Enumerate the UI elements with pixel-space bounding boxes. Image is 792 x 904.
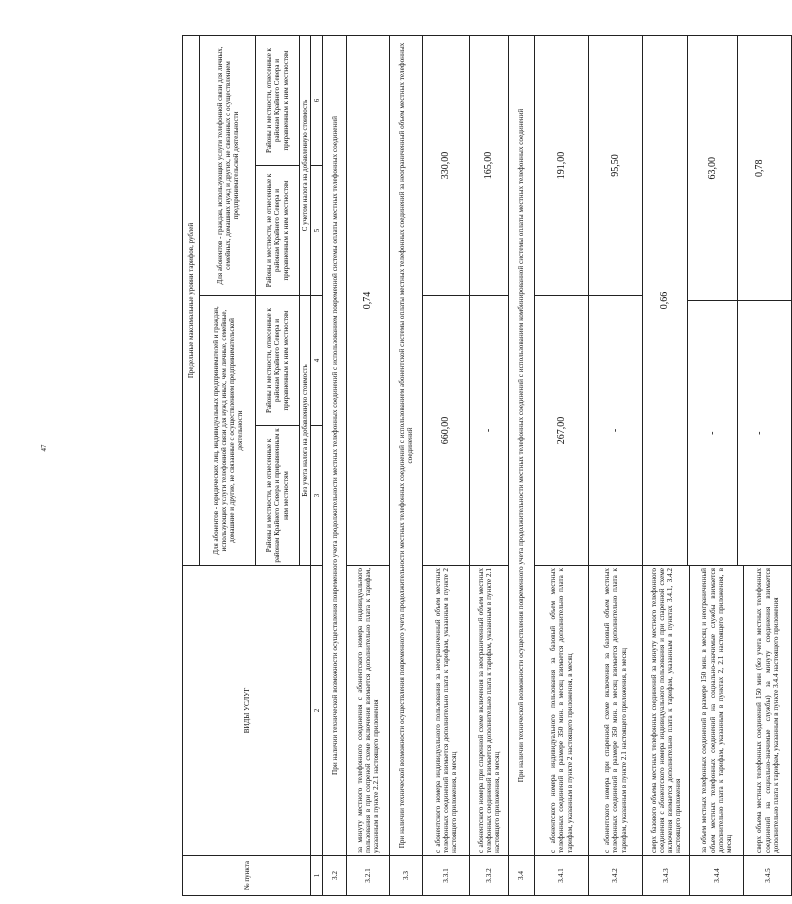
tariff-value-legal: - — [687, 300, 737, 565]
service-description: сверх базового объема местных телефонных соединений за минуту местного телефонного соединения с абонентского номера индивидуального пользования и при спаренной схеме включения взимается дополнительно плата к тарифам, указанным в пунктах 3.4.1, 3.4.2 настоящего приложения — [642, 566, 690, 856]
table-row — [642, 35, 690, 895]
row-number: 3.3.2 — [470, 856, 509, 896]
row-number: 3.3.1 — [422, 856, 470, 896]
header-sub-north-a: Районы и местности, отнесенные к районам Крайнего Севера и приравненным к ним местностям — [256, 296, 299, 426]
tariff-value-citizens: 165,00 — [470, 35, 509, 295]
column-number: 5 — [311, 166, 323, 296]
service-description: за объем местных телефонных соединений в размере 150 мин. в месяц и неограниченный объем местных телефонных соединений на социально-значимые службы взимается дополнительно плата к тарифам, указанным в пунктах 2, 2.1 настоящего приложения, в месяц — [690, 566, 744, 856]
row-number: 3.3 — [390, 856, 422, 896]
tariff-value-citizens: 191,00 — [534, 35, 588, 295]
column-number: 2 — [311, 566, 323, 856]
row-number: 3.4 — [509, 856, 535, 896]
service-description: за минуту местного телефонного соединения с абонентского номера индивидуального пользования в при сопреной схеме включения взимается дополнительно плата к тарифам, указанным в пункте 2.2.1 настоящего приложения — [347, 566, 390, 856]
tariff-value-citizens: 95,50 — [588, 35, 642, 295]
column-number: 1 — [311, 856, 323, 896]
service-description: с абонентского номера при спаренной схеме включения за базовый объем местных телефонных соединений в размере 350 мин. в месяц взимается дополнительно плата к тарифам, указанным в пункте 2.1 настоящего приложения, в месяц — [588, 566, 642, 856]
table-row — [323, 35, 347, 895]
tariff-value-legal: - — [737, 300, 791, 565]
row-number: 3.4.4 — [690, 856, 744, 896]
header-group-citizens: Для абонентов - граждан, использующих услуги телефонной связи для личных, семейных, домашних нужд и других, не связанных с осуществлением предпринимательской деятельности — [200, 35, 256, 295]
tariff-value-citizens: 330,00 — [422, 35, 470, 295]
tariff-value-merged — [642, 35, 791, 565]
section-title: При наличии технической возможности осуществления повременного учета продолжительности местных телефонных соединений с использованием комбинированной системы оплаты местных телефонных соединений — [509, 35, 535, 855]
header-sub-other-b: Районы и местности, не отнесенные к районам Крайнего Севера и приравненным к ним местностям — [256, 166, 299, 296]
tariff-value-legal: 267,00 — [534, 296, 588, 566]
tariff-value-merged-343: 0,66 — [658, 291, 670, 310]
column-number: 6 — [311, 35, 323, 165]
header-tariff-limits: Предельные максимальные уровни тарифов, рублей — [183, 35, 200, 565]
page-number: 47 — [40, 444, 48, 452]
tariff-value-citizens: 63,00 — [687, 36, 737, 301]
table-row — [534, 35, 588, 895]
service-description: с абонентского номера при спаренной схеме включения за неограниченный объем местных телефонных соединений взимается дополнительно плата к тарифам, указанным в пункте 2.1 настоящего приложения, в месяц — [470, 566, 509, 856]
tariff-value: 0,74 — [347, 35, 390, 565]
section-title: При наличии технической возможности осуществления повременного учета продолжительности местных телефонных соединений с использованием повременной системы оплаты местных телефонных соединений — [323, 35, 347, 855]
header-with-vat: С учетом налога на добавленную стоимость — [299, 35, 311, 295]
table-row — [347, 35, 390, 895]
service-description: сверх объема местных телефонных соединений 150 мин (без учета местных телефонных соединений на социально-значимые службы) за минуту соединения взимается дополнительно плата к тарифам, указанным в пункте 3.4.4 настоящего приложения — [744, 566, 792, 856]
row-number: 3.2 — [323, 856, 347, 896]
table-row — [390, 35, 422, 895]
tariff-value-legal: 660,00 — [422, 296, 470, 566]
table-row — [422, 35, 470, 895]
header-service-kind: ВИДЫ УСЛУГ — [183, 566, 311, 856]
table-row — [509, 35, 535, 895]
service-description: с абонентского номера индивидуального пользования за неограниченный объем местных телефонных соединений взимается дополнительно плата к тарифам, указанным в пункте 2 настоящего приложения, в месяц — [422, 566, 470, 856]
service-description: с абонентского номера индивидуального пользования за базовый объем местных телефонных соединений в размере 350 мин. в месяц взимается дополнительно плата к тарифам, указанным в пункте 2 настоящего приложения, в месяц — [534, 566, 588, 856]
row-number: 3.4.2 — [588, 856, 642, 896]
column-number: 4 — [311, 296, 323, 426]
header-group-legal-entities: Для абонентов - юридических лиц, индивидуальных предпринимателей и граждан, использующих услуги телефонной связи для нужд иных, чем личные, семейные, домашние и другие, не связанные с осуществлением предпринимательской деятельности — [200, 296, 256, 566]
header-sub-other-a: Районы и местности, не отнесенные к районам Крайнего Севера и приравненным к ним местностям — [256, 426, 299, 566]
tariff-table — [182, 35, 792, 896]
tariff-value-citizens: 0,78 — [737, 36, 791, 301]
row-number: 3.2.1 — [347, 856, 390, 896]
header-sub-north-b: Районы и местности, отнесенные к районам Крайнего Севера и приравненным к ним местностям — [256, 35, 299, 165]
tariff-value-legal: - — [470, 296, 509, 566]
tariff-value-legal: - — [588, 296, 642, 566]
table-row — [588, 35, 642, 895]
section-title: При наличии технической возможности осуществления повременного учета продолжительности местных телефонных соединений с использованием абонентской системы оплаты местных телефонных соединений за неограниченный объем местных телефонных соединений — [390, 35, 422, 855]
header-no-vat: Без учета налога на добавленную стоимость — [299, 296, 311, 566]
column-number: 3 — [311, 426, 323, 566]
row-number: 3.4.1 — [534, 856, 588, 896]
tariff-sheet — [182, 36, 792, 896]
row-number: 3.4.5 — [744, 856, 792, 896]
table-row — [470, 35, 509, 895]
row-number: 3.4.3 — [642, 856, 690, 896]
header-item-number: № пункта — [183, 856, 311, 896]
